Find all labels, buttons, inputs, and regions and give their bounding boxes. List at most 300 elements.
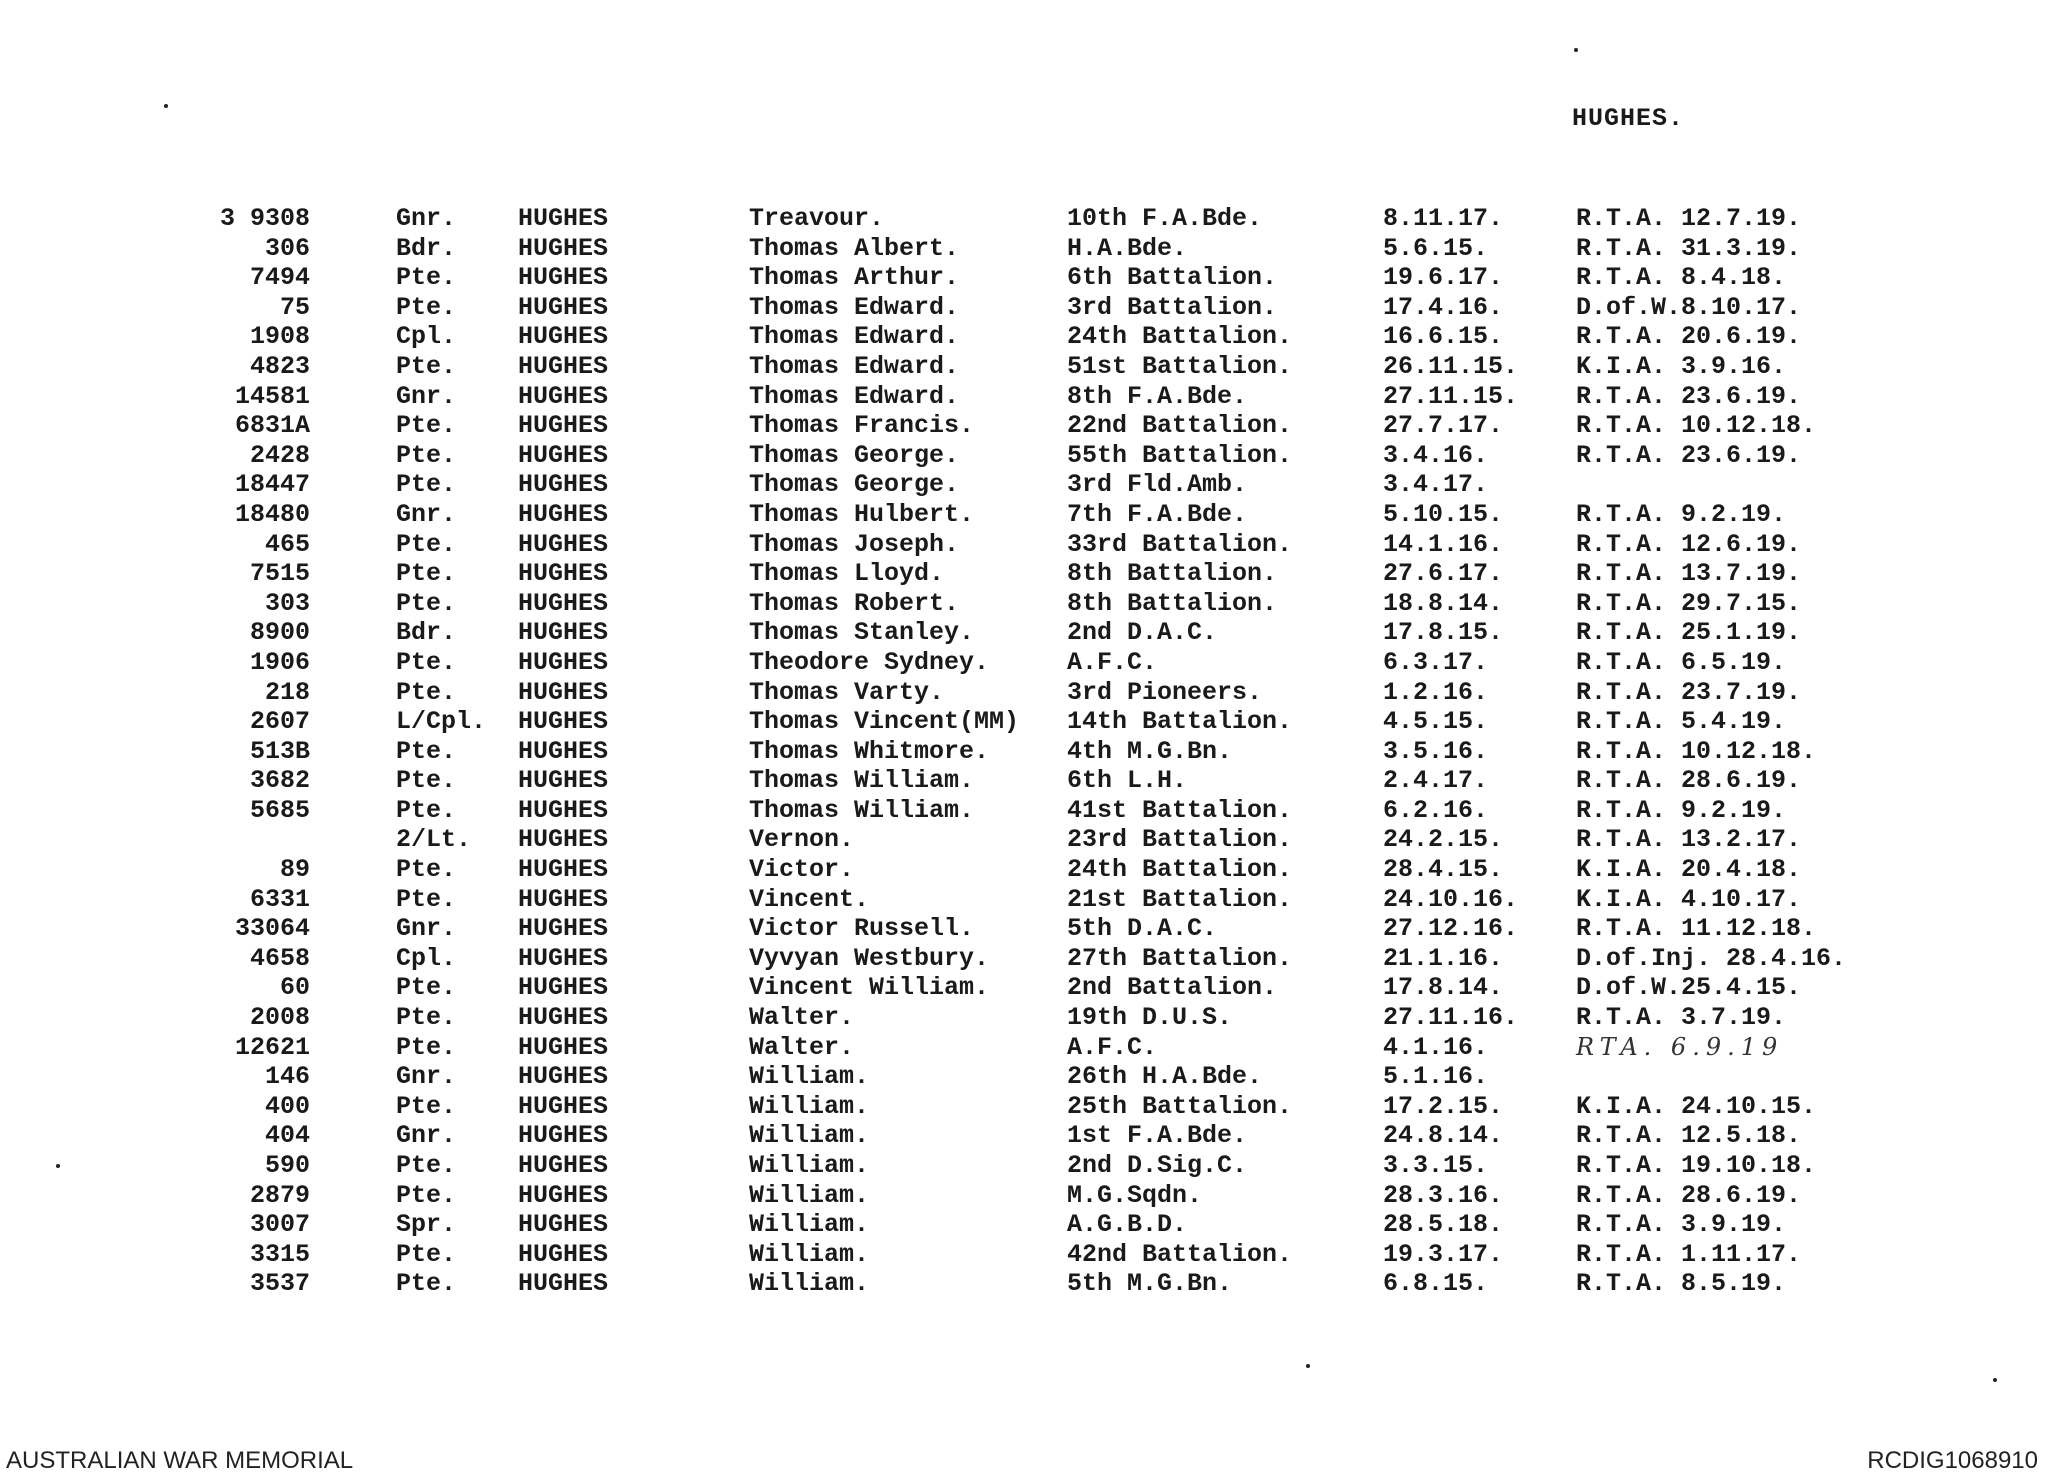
rank: Pte.: [396, 559, 457, 589]
given-names: Treavour.: [749, 204, 885, 233]
roll-row: [0, 559, 2048, 589]
rank: Pte.: [396, 263, 457, 293]
unit: 5th M.G.Bn.: [1067, 1269, 1233, 1299]
rank: L/Cpl.: [396, 707, 487, 737]
roll-row: [0, 1092, 2048, 1122]
service-number: 513B: [249, 736, 310, 766]
roll-row: [0, 766, 2048, 796]
roll-row: [0, 1062, 2048, 1092]
fate: R.T.A. 23.6.19.: [1576, 381, 1802, 411]
enlistment-date: 17.8.14.: [1383, 973, 1504, 1003]
surname: HUGHES: [518, 766, 609, 796]
rank: Pte.: [396, 647, 457, 677]
given-names: Thomas Hulbert.: [749, 499, 975, 529]
enlistment-date: 4.5.15.: [1383, 707, 1489, 737]
rank: Gnr.: [396, 204, 457, 233]
roll-row: [0, 796, 2048, 826]
fate: R.T.A. 13.7.19.: [1576, 559, 1802, 589]
rank: Pte.: [396, 855, 457, 885]
scan-speck: [1574, 48, 1578, 52]
given-names: Thomas Arthur.: [749, 263, 960, 293]
unit: 2nd D.A.C.: [1067, 618, 1218, 648]
service-number: 14581: [234, 381, 310, 411]
enlistment-date: 19.3.17.: [1383, 1239, 1504, 1269]
fate: RTA. 6.9.19: [1576, 1032, 1784, 1061]
fate: R.T.A. 28.6.19.: [1576, 766, 1802, 796]
given-names: Vincent William.: [749, 973, 990, 1003]
unit: 41st Battalion.: [1067, 795, 1293, 825]
enlistment-date: 6.8.15.: [1383, 1269, 1489, 1299]
surname: HUGHES: [518, 470, 609, 500]
unit: 8th F.A.Bde.: [1067, 381, 1248, 411]
roll-row: [0, 530, 2048, 560]
fate: R.T.A. 19.10.18.: [1576, 1151, 1817, 1180]
roll-row: [0, 382, 2048, 412]
surname: HUGHES: [518, 499, 609, 529]
rank: Pte.: [396, 1091, 457, 1121]
roll-row: [0, 885, 2048, 915]
unit: 22nd Battalion.: [1067, 411, 1293, 441]
enlistment-date: 27.11.16.: [1383, 1003, 1519, 1033]
service-number: 89: [279, 855, 310, 885]
footer-institution: AUSTRALIAN WAR MEMORIAL: [6, 1447, 354, 1474]
roll-row: [0, 1240, 2048, 1270]
given-names: Vincent.: [749, 884, 870, 914]
surname: HUGHES: [518, 529, 609, 559]
given-names: William.: [749, 1121, 870, 1151]
surname: HUGHES: [518, 292, 609, 322]
given-names: Victor.: [749, 855, 855, 885]
unit: 33rd Battalion.: [1067, 529, 1293, 559]
rank: Pte.: [396, 884, 457, 914]
unit: 23rd Battalion.: [1067, 825, 1293, 855]
service-number: 2008: [249, 1003, 310, 1033]
given-names: William.: [749, 1091, 870, 1121]
given-names: Thomas Edward.: [749, 351, 960, 381]
service-number: 7494: [249, 263, 310, 293]
fate: R.T.A. 8.5.19.: [1576, 1269, 1787, 1299]
surname: HUGHES: [518, 707, 609, 737]
roll-row: [0, 914, 2048, 944]
fate: R.T.A. 5.4.19.: [1576, 707, 1787, 737]
given-names: Thomas Edward.: [749, 381, 960, 411]
unit: 24th Battalion.: [1067, 322, 1293, 352]
rank: Gnr.: [396, 499, 457, 529]
unit: 10th F.A.Bde.: [1067, 204, 1263, 233]
enlistment-date: 28.5.18.: [1383, 1210, 1504, 1240]
fate: K.I.A. 3.9.16.: [1576, 351, 1787, 381]
fate: R.T.A. 6.5.19.: [1576, 647, 1787, 677]
enlistment-date: 24.10.16.: [1383, 884, 1519, 914]
rank: Pte.: [396, 470, 457, 500]
rank: Cpl.: [396, 943, 457, 973]
surname: HUGHES: [518, 825, 609, 855]
enlistment-date: 3.4.17.: [1383, 470, 1489, 500]
rank: Spr.: [396, 1210, 457, 1240]
fate: R.T.A. 1.11.17.: [1576, 1239, 1802, 1269]
rank: 2/Lt.: [396, 825, 472, 855]
rank: Gnr.: [396, 1062, 457, 1092]
service-number: 33064: [234, 914, 310, 944]
surname: HUGHES: [518, 1239, 609, 1269]
given-names: William.: [749, 1210, 870, 1240]
service-number: 1906: [249, 647, 310, 677]
unit: 21st Battalion.: [1067, 884, 1293, 914]
surname: HUGHES: [518, 381, 609, 411]
surname: HUGHES: [518, 647, 609, 677]
fate: R.T.A. 10.12.18.: [1576, 411, 1817, 441]
given-names: Thomas William.: [749, 766, 975, 796]
service-number: 306: [264, 233, 310, 263]
enlistment-date: 27.6.17.: [1383, 559, 1504, 589]
roll-row: [0, 470, 2048, 500]
unit: 27th Battalion.: [1067, 943, 1293, 973]
service-number: 5685: [249, 795, 310, 825]
roll-row: [0, 944, 2048, 974]
surname: HUGHES: [518, 322, 609, 352]
roll-row: [0, 500, 2048, 530]
unit: H.A.Bde.: [1067, 233, 1188, 263]
enlistment-date: 24.8.14.: [1383, 1121, 1504, 1151]
roll-row: [0, 293, 2048, 323]
given-names: Thomas Francis.: [749, 411, 975, 441]
surname: HUGHES: [518, 914, 609, 944]
unit: 3rd Fld.Amb.: [1067, 470, 1248, 500]
given-names: Thomas Stanley.: [749, 618, 975, 648]
rank: Pte.: [396, 1239, 457, 1269]
given-names: Thomas George.: [749, 470, 960, 500]
enlistment-date: 28.4.15.: [1383, 855, 1504, 885]
enlistment-date: 27.7.17.: [1383, 411, 1504, 441]
service-number: 12621: [234, 1032, 310, 1062]
surname: HUGHES: [518, 736, 609, 766]
rank: Gnr.: [396, 1121, 457, 1151]
given-names: Thomas Edward.: [749, 322, 960, 352]
roll-row: [0, 648, 2048, 678]
enlistment-date: 17.8.15.: [1383, 618, 1504, 648]
given-names: Walter.: [749, 1003, 855, 1033]
roll-row: [0, 263, 2048, 293]
given-names: Vyvyan Westbury.: [749, 943, 990, 973]
enlistment-date: 6.2.16.: [1383, 795, 1489, 825]
fate: R.T.A. 11.12.18.: [1576, 914, 1817, 944]
unit: 51st Battalion.: [1067, 351, 1293, 381]
enlistment-date: 18.8.14.: [1383, 588, 1504, 618]
unit: 6th L.H.: [1067, 766, 1188, 796]
fate: R.T.A. 8.4.18.: [1576, 263, 1787, 293]
roll-row: [0, 1181, 2048, 1211]
surname: HUGHES: [518, 351, 609, 381]
unit: 8th Battalion.: [1067, 559, 1278, 589]
service-number: 75: [279, 292, 310, 322]
unit: 24th Battalion.: [1067, 855, 1293, 885]
fate: K.I.A. 4.10.17.: [1576, 884, 1802, 914]
given-names: Thomas Lloyd.: [749, 559, 945, 589]
surname: HUGHES: [518, 795, 609, 825]
surname: HUGHES: [518, 440, 609, 470]
rank: Pte.: [396, 1151, 457, 1180]
enlistment-date: 2.4.17.: [1383, 766, 1489, 796]
given-names: Thomas Edward.: [749, 292, 960, 322]
nominal-roll-list: [0, 204, 2048, 1299]
surname: HUGHES: [518, 973, 609, 1003]
roll-row: [0, 441, 2048, 471]
fate: R.T.A. 3.9.19.: [1576, 1210, 1787, 1240]
surname: HUGHES: [518, 1121, 609, 1151]
surname: HUGHES: [518, 1091, 609, 1121]
given-names: William.: [749, 1180, 870, 1210]
given-names: Theodore Sydney.: [749, 647, 990, 677]
surname: HUGHES: [518, 884, 609, 914]
enlistment-date: 16.6.15.: [1383, 322, 1504, 352]
rank: Pte.: [396, 973, 457, 1003]
fate: D.of.Inj. 28.4.16.: [1576, 943, 1847, 973]
surname: HUGHES: [518, 233, 609, 263]
enlistment-date: 5.10.15.: [1383, 499, 1504, 529]
given-names: Thomas Vincent(MM): [749, 707, 1020, 737]
service-number: 6331: [249, 884, 310, 914]
roll-row: [0, 322, 2048, 352]
service-number: 146: [264, 1062, 310, 1092]
rank: Pte.: [396, 411, 457, 441]
service-number: 18480: [234, 499, 310, 529]
surname: HUGHES: [518, 1210, 609, 1240]
scan-speck: [56, 1164, 60, 1168]
fate: R.T.A. 12.5.18.: [1576, 1121, 1802, 1151]
unit: 8th Battalion.: [1067, 588, 1278, 618]
rank: Pte.: [396, 1180, 457, 1210]
unit: 26th H.A.Bde.: [1067, 1062, 1263, 1092]
scan-speck: [1306, 1364, 1310, 1368]
enlistment-date: 3.3.15.: [1383, 1151, 1489, 1180]
scan-speck: [1993, 1378, 1997, 1382]
surname: HUGHES: [518, 263, 609, 293]
given-names: Thomas Varty.: [749, 677, 945, 707]
fate: R.T.A. 13.2.17.: [1576, 825, 1802, 855]
service-number: 3682: [249, 766, 310, 796]
given-names: Vernon.: [749, 825, 855, 855]
service-number: 60: [279, 973, 310, 1003]
roll-row: [0, 1151, 2048, 1181]
unit: 2nd D.Sig.C.: [1067, 1151, 1248, 1180]
roll-row: [0, 973, 2048, 1003]
surname: HUGHES: [518, 943, 609, 973]
unit: 3rd Pioneers.: [1067, 677, 1263, 707]
given-names: Thomas Joseph.: [749, 529, 960, 559]
rank: Pte.: [396, 766, 457, 796]
surname: HUGHES: [518, 411, 609, 441]
rank: Pte.: [396, 1003, 457, 1033]
unit: 42nd Battalion.: [1067, 1239, 1293, 1269]
rank: Cpl.: [396, 322, 457, 352]
rank: Pte.: [396, 529, 457, 559]
surname: HUGHES: [518, 1032, 609, 1062]
footer-reference-id: RCDIG1068910: [1867, 1447, 2038, 1474]
roll-row: [0, 855, 2048, 885]
fate: R.T.A. 23.6.19.: [1576, 440, 1802, 470]
unit: A.F.C.: [1067, 1032, 1158, 1062]
service-number: 6831A: [234, 411, 310, 441]
service-number: 3315: [249, 1239, 310, 1269]
enlistment-date: 4.1.16.: [1383, 1032, 1489, 1062]
given-names: William.: [749, 1239, 870, 1269]
roll-row: [0, 737, 2048, 767]
given-names: William.: [749, 1269, 870, 1299]
service-number: 218: [264, 677, 310, 707]
surname: HUGHES: [518, 1151, 609, 1180]
roll-row: [0, 352, 2048, 382]
unit: 3rd Battalion.: [1067, 292, 1278, 322]
service-number: 3 9308: [219, 204, 310, 233]
fate: K.I.A. 20.4.18.: [1576, 855, 1802, 885]
fate: R.T.A. 9.2.19.: [1576, 795, 1787, 825]
fate: R.T.A. 10.12.18.: [1576, 736, 1817, 766]
roll-row: [0, 589, 2048, 619]
enlistment-date: 3.5.16.: [1383, 736, 1489, 766]
service-number: 2428: [249, 440, 310, 470]
roll-row: [0, 1210, 2048, 1240]
enlistment-date: 27.11.15.: [1383, 381, 1519, 411]
fate: R.T.A. 25.1.19.: [1576, 618, 1802, 648]
fate: R.T.A. 23.7.19.: [1576, 677, 1802, 707]
service-number: 8900: [249, 618, 310, 648]
roll-row: [0, 618, 2048, 648]
roll-row: [0, 204, 2048, 234]
rank: Pte.: [396, 736, 457, 766]
unit: 4th M.G.Bn.: [1067, 736, 1233, 766]
enlistment-date: 14.1.16.: [1383, 529, 1504, 559]
scan-speck: [164, 104, 168, 108]
service-number: 3537: [249, 1269, 310, 1299]
fate: R.T.A. 31.3.19.: [1576, 233, 1802, 263]
surname: HUGHES: [518, 559, 609, 589]
fate: R.T.A. 12.7.19.: [1576, 204, 1802, 233]
surname: HUGHES: [518, 855, 609, 885]
enlistment-date: 3.4.16.: [1383, 440, 1489, 470]
service-number: 2879: [249, 1180, 310, 1210]
service-number: 404: [264, 1121, 310, 1151]
unit: M.G.Sqdn.: [1067, 1180, 1203, 1210]
rank: Gnr.: [396, 914, 457, 944]
fate: R.T.A. 29.7.15.: [1576, 588, 1802, 618]
enlistment-date: 27.12.16.: [1383, 914, 1519, 944]
roll-row: [0, 1033, 2048, 1063]
fate: D.of.W.25.4.15.: [1576, 973, 1802, 1003]
roll-row: [0, 707, 2048, 737]
roll-row: [0, 1121, 2048, 1151]
surname: HUGHES: [518, 204, 609, 233]
enlistment-date: 26.11.15.: [1383, 351, 1519, 381]
unit: 19th D.U.S.: [1067, 1003, 1233, 1033]
fate: D.of.W.8.10.17.: [1576, 292, 1802, 322]
given-names: Thomas Albert.: [749, 233, 960, 263]
roll-row: [0, 1269, 2048, 1299]
given-names: William.: [749, 1062, 870, 1092]
surname: HUGHES: [518, 1062, 609, 1092]
surname: HUGHES: [518, 588, 609, 618]
service-number: 465: [264, 529, 310, 559]
rank: Pte.: [396, 292, 457, 322]
rank: Bdr.: [396, 618, 457, 648]
unit: A.F.C.: [1067, 647, 1158, 677]
fate: R.T.A. 20.6.19.: [1576, 322, 1802, 352]
fate: R.T.A. 3.7.19.: [1576, 1003, 1787, 1033]
enlistment-date: 6.3.17.: [1383, 647, 1489, 677]
unit: 7th F.A.Bde.: [1067, 499, 1248, 529]
surname: HUGHES: [518, 1269, 609, 1299]
service-number: 4823: [249, 351, 310, 381]
service-number: 3007: [249, 1210, 310, 1240]
rank: Pte.: [396, 1032, 457, 1062]
roll-row: [0, 678, 2048, 708]
unit: A.G.B.D.: [1067, 1210, 1188, 1240]
enlistment-date: 5.6.15.: [1383, 233, 1489, 263]
service-number: 4658: [249, 943, 310, 973]
rank: Pte.: [396, 677, 457, 707]
rank: Pte.: [396, 351, 457, 381]
service-number: 2607: [249, 707, 310, 737]
rank: Pte.: [396, 1269, 457, 1299]
unit: 55th Battalion.: [1067, 440, 1293, 470]
unit: 1st F.A.Bde.: [1067, 1121, 1248, 1151]
enlistment-date: 21.1.16.: [1383, 943, 1504, 973]
roll-row: [0, 234, 2048, 264]
enlistment-date: 5.1.16.: [1383, 1062, 1489, 1092]
service-number: 590: [264, 1151, 310, 1180]
rank: Bdr.: [396, 233, 457, 263]
given-names: Thomas William.: [749, 795, 975, 825]
unit: 25th Battalion.: [1067, 1091, 1293, 1121]
service-number: 1908: [249, 322, 310, 352]
page-title: HUGHES.: [1572, 104, 1685, 133]
enlistment-date: 1.2.16.: [1383, 677, 1489, 707]
fate: R.T.A. 9.2.19.: [1576, 499, 1787, 529]
enlistment-date: 19.6.17.: [1383, 263, 1504, 293]
enlistment-date: 24.2.15.: [1383, 825, 1504, 855]
fate: K.I.A. 24.10.15.: [1576, 1091, 1817, 1121]
unit: 6th Battalion.: [1067, 263, 1278, 293]
given-names: William.: [749, 1151, 870, 1180]
given-names: Victor Russell.: [749, 914, 975, 944]
unit: 14th Battalion.: [1067, 707, 1293, 737]
unit: 5th D.A.C.: [1067, 914, 1218, 944]
service-number: 400: [264, 1091, 310, 1121]
given-names: Thomas Robert.: [749, 588, 960, 618]
fate: R.T.A. 28.6.19.: [1576, 1180, 1802, 1210]
fate: R.T.A. 12.6.19.: [1576, 529, 1802, 559]
given-names: Thomas George.: [749, 440, 960, 470]
given-names: Thomas Whitmore.: [749, 736, 990, 766]
enlistment-date: 28.3.16.: [1383, 1180, 1504, 1210]
service-number: 303: [264, 588, 310, 618]
service-number: 18447: [234, 470, 310, 500]
rank: Pte.: [396, 795, 457, 825]
surname: HUGHES: [518, 618, 609, 648]
roll-row: [0, 1003, 2048, 1033]
enlistment-date: 8.11.17.: [1383, 204, 1504, 233]
given-names: Walter.: [749, 1032, 855, 1062]
roll-row: [0, 825, 2048, 855]
rank: Pte.: [396, 440, 457, 470]
service-number: 7515: [249, 559, 310, 589]
unit: 2nd Battalion.: [1067, 973, 1278, 1003]
roll-row: [0, 411, 2048, 441]
rank: Gnr.: [396, 381, 457, 411]
surname: HUGHES: [518, 1180, 609, 1210]
surname: HUGHES: [518, 677, 609, 707]
enlistment-date: 17.4.16.: [1383, 292, 1504, 322]
enlistment-date: 17.2.15.: [1383, 1091, 1504, 1121]
